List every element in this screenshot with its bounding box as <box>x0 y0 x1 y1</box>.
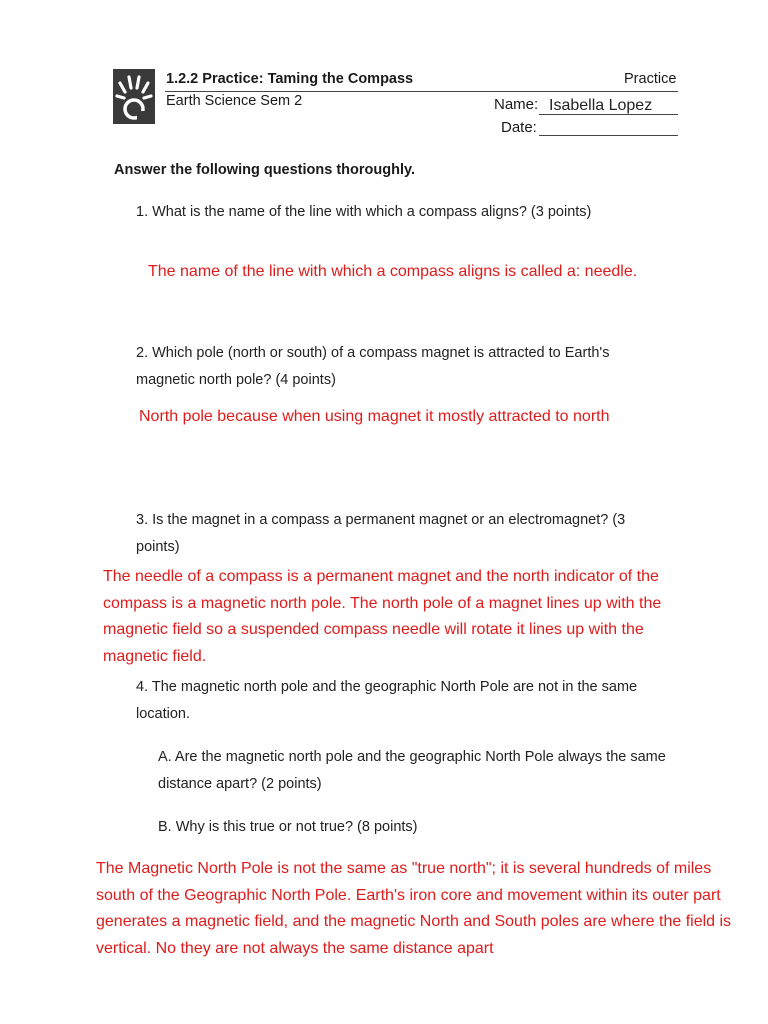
page-title: 1.2.2 Practice: Taming the Compass <box>166 71 414 87</box>
sun-lightbulb-logo-icon <box>113 69 155 124</box>
date-label: Date: <box>501 119 537 136</box>
question-4: 4. The magnetic north pole and the geographic North Pole are not in the same location. <box>136 679 638 722</box>
answer-2[interactable]: North pole because when using magnet it mostly attracted to north <box>139 408 610 425</box>
course-name: Earth Science Sem 2 <box>166 93 303 109</box>
answer-3[interactable]: The needle of a compass is a permanent magnet and the north indicator of the compass is a magnetic north pole. The north pole of a magnet lines up with the magnetic field so a suspended compass needle will rotate it lines up with the magnetic field. <box>103 568 662 665</box>
date-field[interactable] <box>539 135 678 136</box>
answer-1[interactable]: The name of the line with which a compass aligns is called a: needle. <box>148 263 638 280</box>
answer-4[interactable]: The Magnetic North Pole is not the same as "true north"; it is several hundreds of miles south of the Geographic North Pole. Earth's iron core and movement within its outer part generates a magnetic field, and the magnetic North and South poles are where the field is vertical. No they are not always the same distance apart <box>96 860 732 957</box>
question-3: 3. Is the magnet in a compass a permanent magnet or an electromagnet? (3 points) <box>136 512 626 555</box>
question-4b: B. Why is this true or not true? (8 points) <box>158 819 418 835</box>
name-field[interactable]: Isabella Lopez <box>549 97 653 114</box>
name-label: Name: <box>494 96 539 113</box>
question-1: 1. What is the name of the line with which a compass aligns? (3 points) <box>136 204 592 220</box>
document-type-label: Practice <box>624 71 677 87</box>
header-divider <box>165 91 678 92</box>
instructions: Answer the following questions thoroughly. <box>114 162 416 178</box>
question-2: 2. Which pole (north or south) of a compass magnet is attracted to Earth's magnetic north pole? (4 points) <box>136 345 610 388</box>
question-4a: A. Are the magnetic north pole and the geographic North Pole always the same distance apart? (2 points) <box>158 749 666 792</box>
name-underline <box>539 114 678 115</box>
